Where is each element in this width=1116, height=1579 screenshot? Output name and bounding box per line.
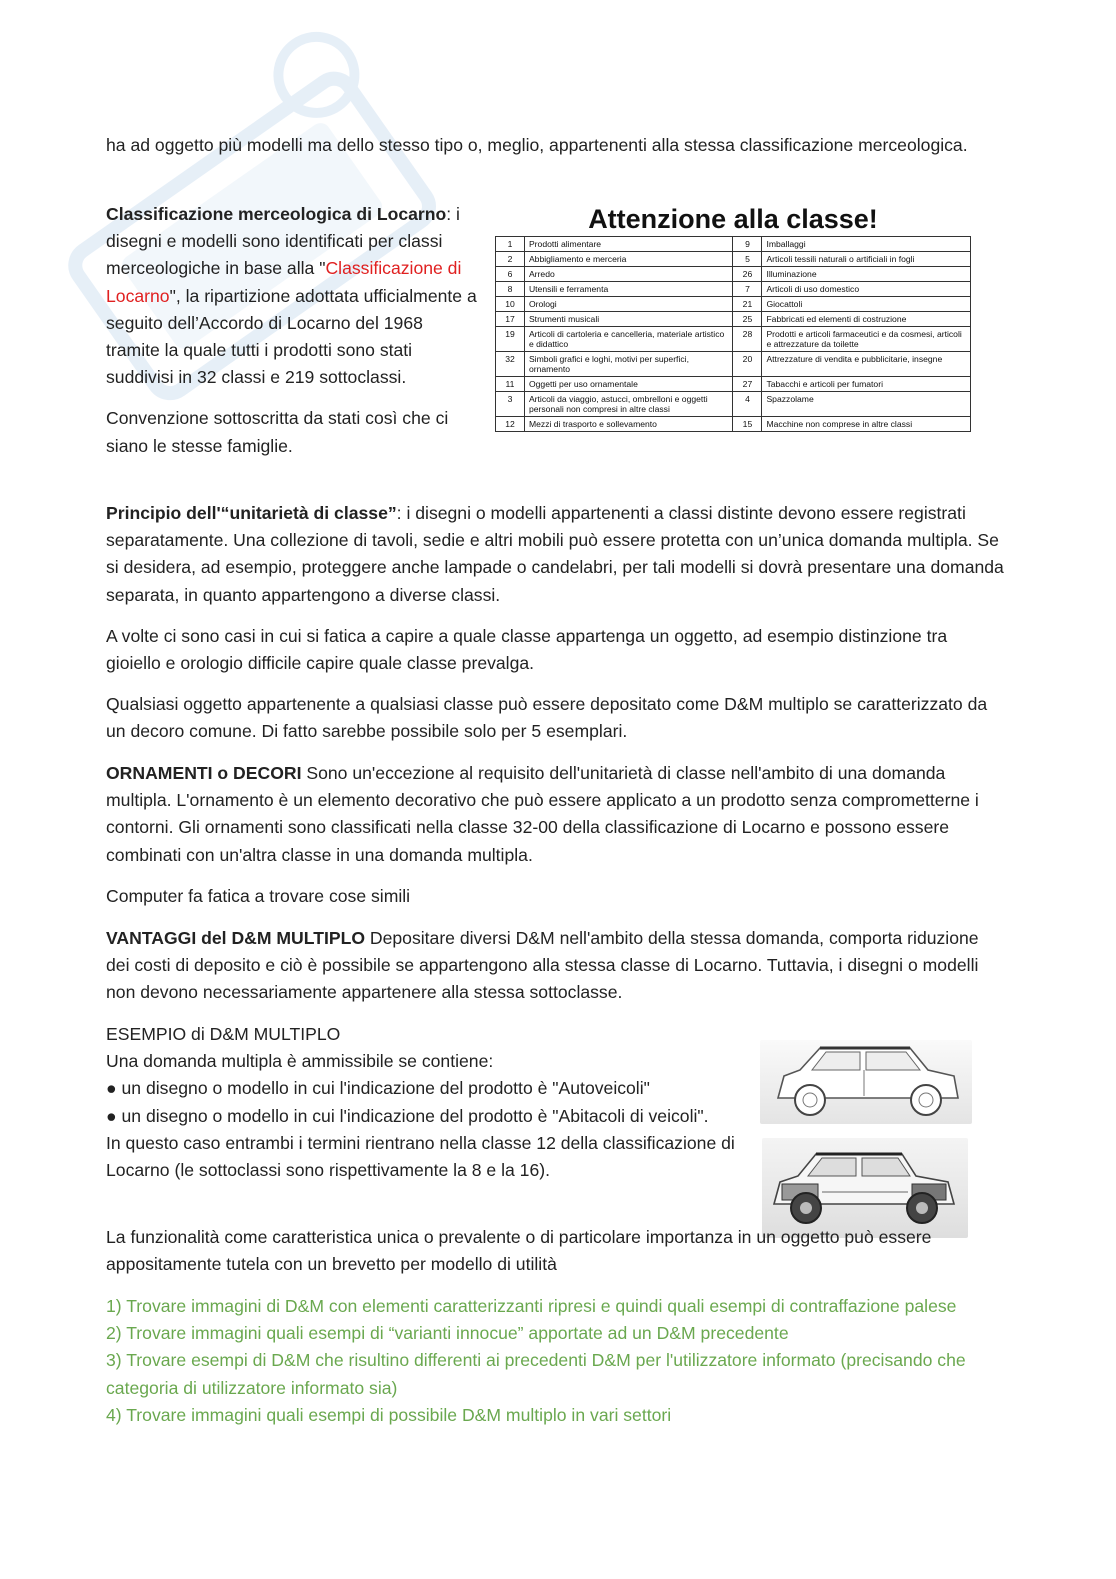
class-description-cell: Mezzi di trasporto e sollevamento	[524, 417, 733, 432]
class-description-cell: Orologi	[524, 297, 733, 312]
class-number-cell: 1	[496, 237, 525, 252]
qualsiasi-paragraph	[106, 691, 1006, 745]
task-item-4: 4) Trovare immagini quali esempi di possibile D&M multiplo in vari settori	[106, 1404, 672, 1425]
class-description-cell: Prodotti e articoli farmaceutici e da cosmesi, articoli e attrezzature da toilette	[762, 327, 971, 352]
class-description-cell: Illuminazione	[762, 267, 971, 282]
principio-label: Principio dell'“unitarietà di classe”	[106, 503, 397, 523]
class-description-cell: Prodotti alimentare	[524, 237, 733, 252]
volte-paragraph	[106, 623, 1006, 677]
computer-text: Computer fa fatica a trovare cose simili	[106, 886, 411, 906]
class-number-cell: 11	[496, 377, 525, 392]
vantaggi-label: VANTAGGI del D&M MULTIPLO	[106, 928, 365, 948]
class-number-cell: 7	[733, 282, 762, 297]
class-table-row	[496, 297, 971, 312]
esempio-bullet2: ● un disegno o modello in cui l'indicazione del prodotto è "Abitacoli di veicoli".	[106, 1105, 709, 1126]
task-item-2: 2) Trovare immagini quali esempi di “varianti innocue” apportate ad un D&M precedente	[106, 1323, 789, 1344]
class-description-cell: Articoli di cartoleria e cancelleria, materiale artistico e didattico	[524, 327, 733, 352]
esempio-section	[106, 1021, 746, 1184]
class-table-row	[496, 377, 971, 392]
class-description-cell: Attrezzature di vendita e pubblicitarie, insegne	[762, 352, 971, 377]
car-exterior-image	[760, 1040, 972, 1124]
class-number-cell: 32	[496, 352, 525, 377]
class-number-cell: 21	[733, 297, 762, 312]
intro-text: ha ad oggetto più modelli ma dello stesso tipo o, meglio, appartenenti alla stessa classificazione merceologica.	[106, 135, 968, 155]
class-table-row	[496, 392, 971, 417]
vantaggi-text: Depositare diversi D&M nell'ambito della stessa domanda, comporta riduzione dei costi di deposito e ciò è possibile se appartengono alla stessa classe di Locarno. Tuttavia, i disegni o modelli non devono necessariamente appartenere alla stessa sottoclasse.	[106, 928, 979, 1003]
class-description-cell: Oggetti per uso ornamentale	[524, 377, 733, 392]
class-number-cell: 26	[733, 267, 762, 282]
tasks-list	[106, 1293, 1006, 1429]
class-description-cell: Articoli da viaggio, astucci, ombrelloni e oggetti personali non compresi in altre classi	[524, 392, 733, 417]
esempio-line1: Una domanda multipla è ammissibile se contiene:	[106, 1051, 494, 1072]
class-description-cell: Articoli tessili naturali o artificiali in fogli	[762, 252, 971, 267]
esempio-bullet1: ● un disegno o modello in cui l'indicazione del prodotto è "Autoveicoli"	[106, 1078, 650, 1099]
class-number-cell: 19	[496, 327, 525, 352]
class-description-cell: Arredo	[524, 267, 733, 282]
esempio-heading: ESEMPIO di D&M MULTIPLO	[106, 1024, 341, 1044]
class-number-cell: 15	[733, 417, 762, 432]
funzionalita-text: La funzionalità come caratteristica unica o prevalente o di particolare importanza in un oggetto può essere appositamente tutela con un brevetto per modello di utilità	[106, 1227, 932, 1275]
class-number-cell: 17	[496, 312, 525, 327]
class-description-cell: Strumenti musicali	[524, 312, 733, 327]
class-description-cell: Fabbricati ed elementi di costruzione	[762, 312, 971, 327]
esempio-line2: In questo caso entrambi i termini rientrano nella classe 12 della classificazione di Locarno (le sottoclassi sono rispettivamente la 8 e la 16).	[106, 1132, 735, 1181]
vantaggi-paragraph	[106, 925, 1006, 1007]
locarno-class-table	[495, 236, 971, 432]
class-table-row	[496, 237, 971, 252]
intro-paragraph	[106, 132, 1006, 159]
class-description-cell: Spazzolame	[762, 392, 971, 417]
class-table-row	[496, 417, 971, 432]
qualsiasi-text: Qualsiasi oggetto appartenente a qualsiasi classe può essere depositato come D&M multiplo se caratterizzato da un decoro comune. Di fatto sarebbe possibile solo per 5 esemplari.	[106, 694, 988, 742]
class-table-row	[496, 267, 971, 282]
locarno-text-b: ", la ripartizione adottata ufficialmente a seguito dell’Accordo di Locarno del 1968 tramite la quale tutti i prodotti sono stati suddivisi in 32 classi e 219 sottoclassi.	[106, 285, 477, 388]
locarno-paragraph	[106, 201, 478, 391]
class-number-cell: 28	[733, 327, 762, 352]
class-table-row	[496, 352, 971, 377]
principio-text: : i disegni o modelli appartenenti a classi distinte devono essere registrati separatamente. Una collezione di tavoli, sedie e altri mobili può essere protetta con un’unica domanda multipla. Se si desidera, ad esempio, proteggere anche lampade o candelabri, per tali modelli si dovrà presentare una domanda separata, in quanto appartengono a diverse classi.	[106, 503, 1004, 605]
task-item-3: 3) Trovare esempi di D&M che risultino differenti ai precedenti D&M per l'utilizzatore informato (precisando che categoria di utilizzatore informato sia)	[106, 1350, 966, 1398]
car-cutaway-image	[762, 1138, 968, 1238]
locarno-text-a: : i disegni e modelli sono identificati per classi merceologiche in base alla "	[106, 204, 460, 279]
principio-paragraph	[106, 500, 1006, 609]
task-item-1: 1) Trovare immagini di D&M con elementi caratterizzanti ripresi e quindi quali esempi di contraffazione palese	[106, 1296, 957, 1316]
funzionalita-paragraph	[106, 1224, 1006, 1278]
locarno-section	[106, 201, 478, 474]
class-number-cell: 3	[496, 392, 525, 417]
class-number-cell: 25	[733, 312, 762, 327]
locarno-label: Classificazione merceologica di Locarno	[106, 204, 447, 224]
computer-paragraph	[106, 883, 1006, 910]
class-description-cell: Giocattoli	[762, 297, 971, 312]
volte-text: A volte ci sono casi in cui si fatica a capire a quale classe appartenga un oggetto, ad esempio distinzione tra gioiello e orologio difficile capire quale classe prevalga.	[106, 626, 948, 674]
ornamenti-label: ORNAMENTI o DECORI	[106, 763, 302, 783]
class-number-cell: 9	[733, 237, 762, 252]
class-table-row	[496, 312, 971, 327]
class-number-cell: 4	[733, 392, 762, 417]
class-number-cell: 8	[496, 282, 525, 297]
locarno-red-link-text: Classificazione di Locarno	[106, 258, 462, 306]
class-description-cell: Imballaggi	[762, 237, 971, 252]
ornamenti-text: Sono un'eccezione al requisito dell'unitarietà di classe nell'ambito di una domanda multipla. L'ornamento è un elemento decorativo che può essere applicato a un prodotto senza comprometterne i contorni. Gli ornamenti sono classificati nella classe 32-00 della classificazione di Locarno e possono essere combinati con un'altra classe in una domanda multipla.	[106, 763, 979, 865]
class-number-cell: 10	[496, 297, 525, 312]
class-table-row	[496, 282, 971, 297]
class-table-title: Attenzione alla classe!	[588, 204, 878, 234]
class-number-cell: 6	[496, 267, 525, 282]
class-description-cell: Macchine non comprese in altre classi	[762, 417, 971, 432]
class-number-cell: 5	[733, 252, 762, 267]
class-description-cell: Utensili e ferramenta	[524, 282, 733, 297]
class-description-cell: Abbigliamento e merceria	[524, 252, 733, 267]
class-number-cell: 27	[733, 377, 762, 392]
class-number-cell: 20	[733, 352, 762, 377]
class-number-cell: 2	[496, 252, 525, 267]
convention-paragraph: Convenzione sottoscritta da stati così che ci siano le stesse famiglie.	[106, 408, 449, 456]
class-number-cell: 12	[496, 417, 525, 432]
class-table-row	[496, 252, 971, 267]
class-description-cell: Articoli di uso domestico	[762, 282, 971, 297]
ornamenti-paragraph	[106, 760, 1006, 869]
class-table-row	[496, 327, 971, 352]
class-description-cell: Simboli grafici e loghi, motivi per superfici, ornamento	[524, 352, 733, 377]
class-description-cell: Tabacchi e articoli per fumatori	[762, 377, 971, 392]
